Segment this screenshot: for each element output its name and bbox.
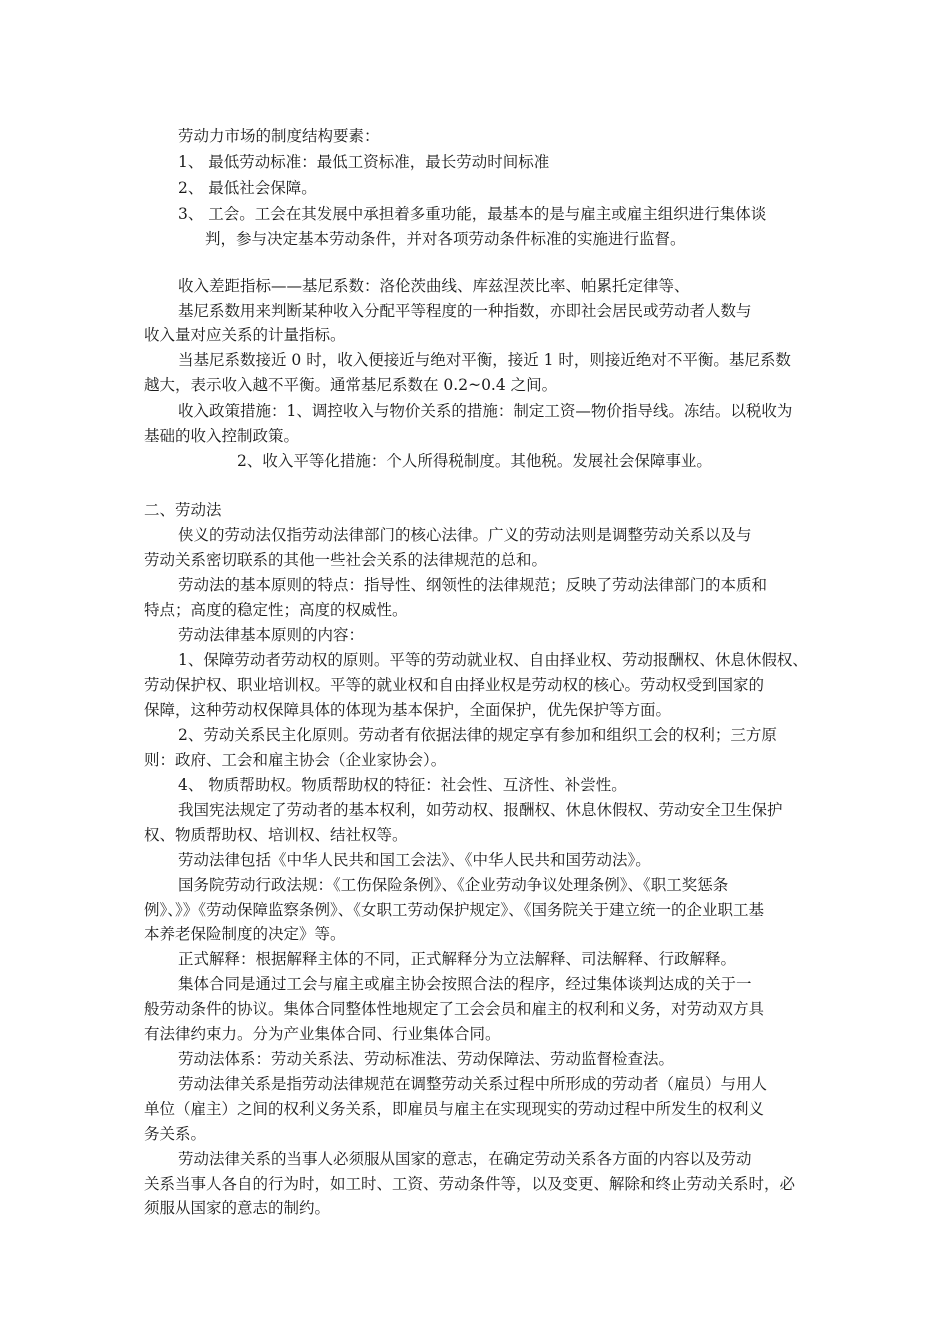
- heading-labor-market-elements: 劳动力市场的制度结构要素：: [178, 127, 380, 145]
- paragraph-line: 劳动法律包括《中华人民共和国工会法》、《中华人民共和国劳动法》。: [178, 851, 651, 869]
- paragraph-line: 国务院劳动行政法规：《工伤保险条例》、《企业劳动争议处理条例》、《职工奖惩条: [178, 876, 729, 894]
- paragraph-line: 劳动法律关系的当事人必须服从国家的意志，在确定劳动关系各方面的内容以及劳动: [178, 1150, 752, 1168]
- paragraph-line: 劳动法律关系是指劳动法律规范在调整劳动关系过程中所形成的劳动者（雇员）与用人: [178, 1075, 768, 1093]
- paragraph-line: 特点；高度的稳定性；高度的权威性。: [144, 601, 408, 619]
- paragraph-line: 基尼系数用来判断某种收入分配平等程度的一种指数，亦即社会居民或劳动者人数与: [178, 302, 752, 320]
- paragraph-line: 集体合同是通过工会与雇主或雇主协会按照合法的程序，经过集体谈判达成的关于一: [178, 975, 752, 993]
- paragraph-line: 侠义的劳动法仅指劳动法律部门的核心法律。广义的劳动法则是调整劳动关系以及与: [178, 526, 752, 544]
- paragraph-line: 1、保障劳动者劳动权的原则。平等的劳动就业权、自由择业权、劳动报酬权、休息休假权、: [178, 651, 808, 669]
- paragraph-line: 收入政策措施：1、调控收入与物价关系的措施：制定工资—物价指导线。冻结。以税收为: [178, 402, 793, 420]
- paragraph-line: 我国宪法规定了劳动者的基本权利，如劳动权、报酬权、休息休假权、劳动安全卫生保护: [178, 801, 783, 819]
- paragraph-line: 劳动法的基本原则的特点：指导性、纲领性的法律规范；反映了劳动法律部门的本质和: [178, 576, 768, 594]
- paragraph-line: 正式解释：根据解释主体的不同，正式解释分为立法解释、司法解释、行政解释。: [178, 950, 737, 968]
- paragraph-line: 2、劳动关系民主化原则。劳动者有依据法律的规定享有参加和组织工会的权利；三方原: [178, 726, 777, 744]
- paragraph-line: 例》、》》《劳动保障监察条例》、《女职工劳动保护规定》、《国务院关于建立统一的企业职工基: [144, 901, 765, 919]
- paragraph-line: 劳动法律基本原则的内容：: [178, 626, 365, 644]
- paragraph-line: 关系当事人各自的行为时，如工时、工资、劳动条件等，以及变更、解除和终止劳动关系时，必: [144, 1175, 796, 1193]
- list-item-3: 3、 工会。工会在其发展中承担着多重功能，最基本的是与雇主或雇主组织进行集体谈: [178, 205, 767, 223]
- list-item-3-cont: 判，参与决定基本劳动条件，并对各项劳动条件标准的实施进行监督。: [205, 230, 686, 248]
- list-item-2: 2、 最低社会保障。: [178, 179, 317, 197]
- paragraph-line: 则：政府、工会和雇主协会（企业家协会）。: [144, 751, 447, 769]
- paragraph-line: 当基尼系数接近 0 时，收入便接近与绝对平衡，接近 1 时，则接近绝对不平衡。基尼系数: [178, 351, 791, 369]
- paragraph-line: 有法律约束力。分为产业集体合同、行业集体合同。: [144, 1025, 501, 1043]
- paragraph-line: 保障，这种劳动权保障具体的体现为基本保护，全面保护，优先保护等方面。: [144, 701, 672, 719]
- paragraph-line: 须服从国家的意志的制约。: [144, 1199, 331, 1217]
- list-item-1: 1、 最低劳动标准：最低工资标准，最长劳动时间标准: [178, 153, 550, 171]
- paragraph-line: 2、收入平等化措施：个人所得税制度。其他税。发展社会保障事业。: [237, 452, 712, 470]
- paragraph-line: 4、 物质帮助权。物质帮助权的特征：社会性、互济性、补尝性。: [178, 776, 627, 794]
- paragraph-line: 单位（雇主）之间的权利义务关系，即雇员与雇主在实现现实的劳动过程中所发生的权利义: [144, 1100, 765, 1118]
- paragraph-line: 务关系。: [144, 1125, 207, 1143]
- paragraph-line: 劳动关系密切联系的其他一些社会关系的法律规范的总和。: [144, 551, 548, 569]
- paragraph-line: 权、物质帮助权、培训权、结社权等。: [144, 826, 408, 844]
- paragraph-line: 本养老保险制度的决定》等。: [144, 925, 346, 943]
- paragraph-line: 基础的收入控制政策。: [144, 427, 300, 445]
- paragraph-line: 般劳动条件的协议。集体合同整体性地规定了工会会员和雇主的权利和义务，对劳动双方具: [144, 1000, 765, 1018]
- section-heading: 二、劳动法: [144, 501, 222, 519]
- paragraph-line: 劳动保护权、职业培训权。平等的就业权和自由择业权是劳动权的核心。劳动权受到国家的: [144, 676, 765, 694]
- paragraph-line: 越大，表示收入越不平衡。通常基尼系数在 0.2~0.4 之间。: [144, 376, 558, 394]
- paragraph-line: 劳动法体系：劳动关系法、劳动标准法、劳动保障法、劳动监督检查法。: [178, 1050, 675, 1068]
- paragraph-line: 收入差距指标——基尼系数：洛伦茨曲线、库兹涅茨比率、帕累托定律等、: [178, 277, 690, 295]
- paragraph-line: 收入量对应关系的计量指标。: [144, 326, 346, 344]
